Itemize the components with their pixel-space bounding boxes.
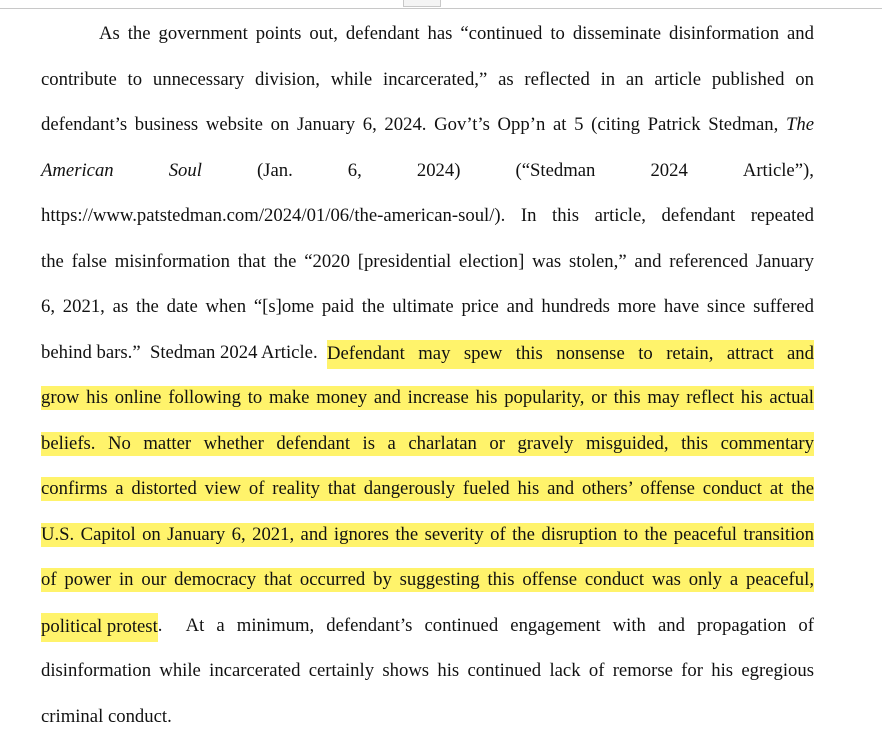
viewer-drag-handle[interactable]	[403, 0, 441, 7]
paragraph-line-7: 6, 2021, as the date when “[s]ome paid the ultimate price and hundreds more have since suffered	[41, 296, 814, 317]
paragraph-line-12	[41, 522, 814, 548]
highlighted-text: U.S. Capitol on January 6, 2021, and ignores the severity of the disruption to the peaceful transition	[41, 524, 814, 545]
highlighted-text: confirms a distorted view of reality that dangerously fueled his and others’ offense conduct at the	[41, 478, 814, 499]
paragraph-line-10	[41, 431, 814, 457]
paragraph-line-2: contribute to unnecessary division, while incarcerated,” as reflected in an article published on	[41, 69, 814, 90]
highlighted-text: political protest	[41, 613, 158, 642]
paragraph-line-14	[41, 613, 814, 642]
article-title-soul: Soul	[168, 160, 202, 181]
highlighted-text: Defendant may spew this nonsense to retain, attract and	[327, 340, 814, 369]
highlighted-text: of power in our democracy that occurred by suggesting this offense conduct was only a peaceful,	[41, 569, 814, 590]
paragraph-line-1: As the government points out, defendant has “continued to disseminate disinformation and	[99, 23, 814, 44]
paragraph-line-6: the false misinformation that the “2020 [presidential election] was stolen,” and referenced January	[41, 251, 814, 272]
citation-word: (Jan.	[256, 160, 293, 181]
line-14-plain-text: . At a minimum, defendant’s continued engagement with and propagation of	[157, 615, 814, 636]
paragraph-line-11	[41, 476, 814, 502]
citation-word: (“Stedman	[515, 160, 596, 181]
paragraph-line-15: disinformation while incarcerated certainly shows his continued lack of remorse for his egregious	[41, 660, 814, 681]
citation-word: 6,	[347, 160, 362, 181]
citation-word: Article”),	[742, 160, 814, 181]
paragraph-line-13	[41, 567, 814, 593]
highlighted-text: grow his online following to make money and increase his popularity, or this may reflect his actual	[41, 387, 814, 408]
article-title-the: The	[785, 114, 814, 135]
highlighted-text: beliefs. No matter whether defendant is a charlatan or gravely misguided, this commentary	[41, 433, 814, 454]
line-3-text: defendant’s business website on January 6, 2024. Gov’t’s Opp’n at 5 (citing Patrick Stedman,	[41, 114, 786, 135]
line-8-plain-text: behind bars.” Stedman 2024 Article.	[41, 342, 327, 363]
paragraph-line-5: https://www.patstedman.com/2024/01/06/the-american-soul/). In this article, defendant repeated	[41, 205, 814, 226]
citation-word: 2024	[650, 160, 688, 181]
paragraph-line-9	[41, 385, 814, 411]
citation-word: 2024)	[416, 160, 461, 181]
paragraph-line-3	[41, 112, 814, 138]
paragraph-line-16: criminal conduct.	[41, 706, 172, 727]
page-top-border	[0, 8, 882, 9]
paragraph-line-4	[41, 158, 814, 184]
paragraph-line-8	[41, 340, 814, 369]
article-title-american: American	[41, 160, 114, 181]
